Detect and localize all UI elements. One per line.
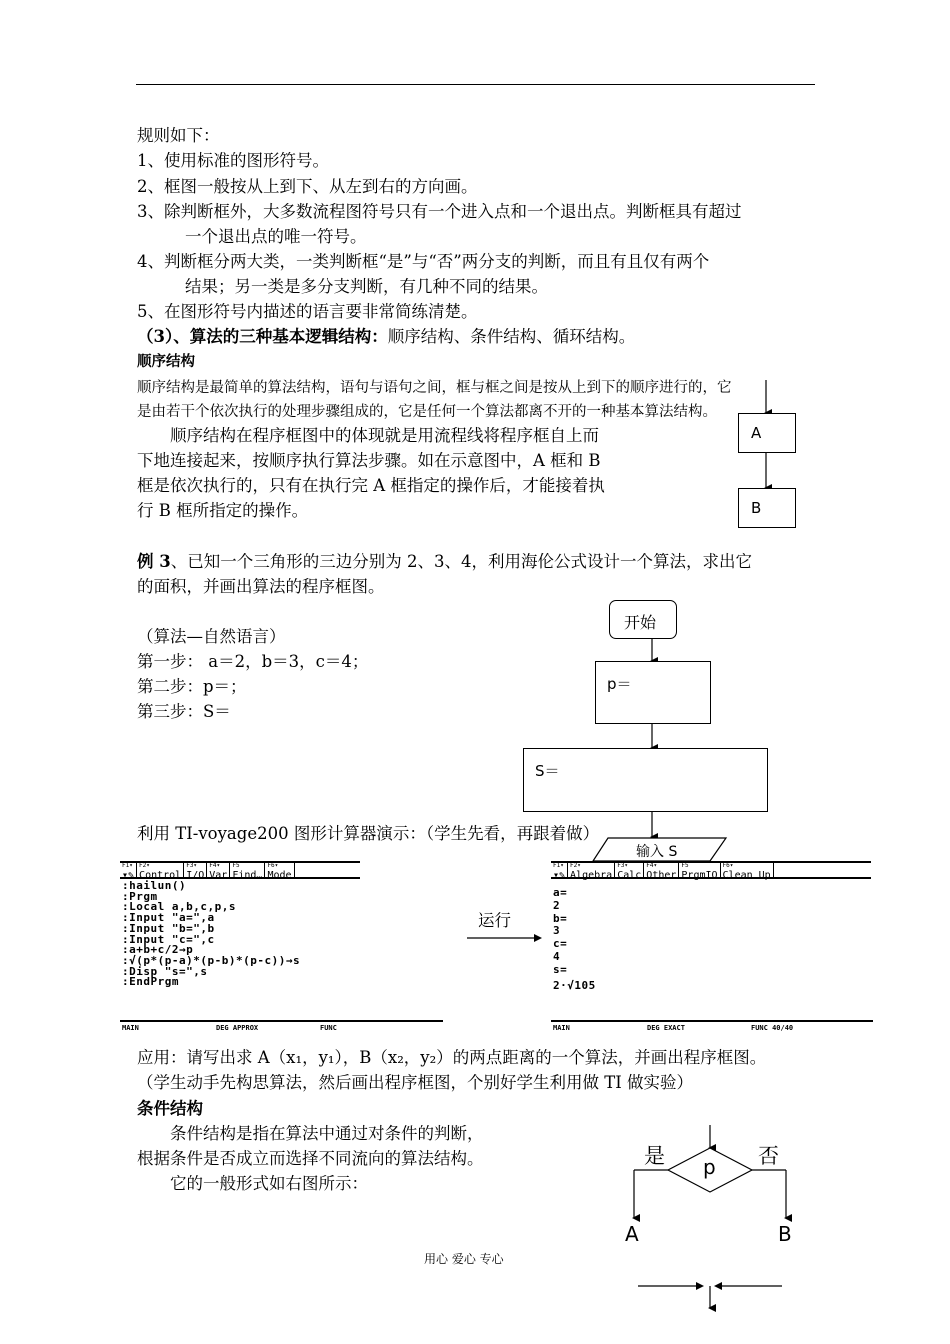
calc-right-tab-calc[interactable]: F3▾ Calc: [615, 863, 644, 877]
rule-3: 3、除判断框外，大多数流程图符号只有一个进入点和一个退出点。判断框具有超过: [137, 202, 742, 221]
calc-right-tab-algebra[interactable]: F2▾ Algebra: [568, 863, 615, 877]
calc-left-tab-var[interactable]: F4▾ Var: [207, 863, 230, 877]
section3-heading: （3）、算法的三种基本逻辑结构：: [137, 327, 388, 346]
cond-yes-label: 是: [644, 1144, 665, 1168]
sequential-para2-line1: 顺序结构在程序框图中的体现就是用流程线将程序框自上而: [170, 426, 599, 445]
output-line: c=: [553, 937, 568, 951]
conditional-line3: 它的一般形式如右图所示：: [170, 1174, 368, 1193]
output-line: 4: [553, 949, 561, 963]
rules-intro: 规则如下：: [137, 126, 220, 145]
output-label: 输入 S: [636, 844, 678, 860]
calc-right-tab-1[interactable]: F1▾ ▾✎: [551, 863, 568, 877]
s-box-label: S＝: [535, 762, 560, 780]
prog-line: :hailun(): [122, 879, 187, 892]
calc-left-tab-find[interactable]: F5 Find…: [230, 863, 265, 877]
calc-left-status-rule: [120, 1020, 443, 1022]
calc-right-output: [553, 887, 596, 992]
application-line1: 应用：请写出求 A（x₁，y₁），B（x₂，y₂）的两点距离的一个算法，并画出程序框图。: [137, 1048, 767, 1067]
sequential-para2-line2: 下地连接起来，按顺序执行算法步骤。如在示意图中，A 框和 B: [137, 451, 601, 470]
prog-line: :a+b+c/2→p: [122, 943, 194, 957]
box-b: [738, 488, 796, 528]
prog-line: :√(p*(p-a)*(p-b)*(p-c))→s: [122, 953, 301, 967]
start-terminal: [609, 600, 677, 639]
sequential-para2-line4: 行 B 框所指定的操作。: [137, 501, 309, 520]
p-box-label: p＝: [607, 675, 632, 693]
calc-left-program: [122, 881, 300, 988]
s-box: [523, 748, 768, 812]
calc-right-tab-prgmio[interactable]: F5 PrgmIO: [679, 863, 720, 877]
cond-p-label: p: [703, 1155, 716, 1179]
calc-right-status-mode: DEG EXACT: [647, 1024, 685, 1032]
natural-language-title: （算法—自然语言）: [137, 627, 286, 646]
example3-text: 、已知一个三角形的三边分别为 2、3、4，利用海伦公式设计一个算法，求出它: [170, 552, 752, 571]
box-a: [738, 413, 796, 453]
calc-left-tab-mode[interactable]: F6▾ Mode: [265, 863, 294, 877]
conditional-line2: 根据条件是否成立而选择不同流向的算法结构。: [137, 1149, 484, 1168]
calc-left-toolbar: [120, 861, 360, 879]
ti-demo-text: 利用 TI-voyage200 图形计算器演示：（学生先看，再跟着做）: [137, 824, 600, 843]
calc-right-toolbar: [551, 861, 871, 879]
calculator-screen-left: [120, 859, 443, 1034]
example3-label: 例 3: [137, 552, 171, 571]
run-label: 运行: [478, 911, 511, 930]
rule-1: 1、使用标准的图形符号。: [137, 151, 329, 170]
output-line: 2·√105: [553, 978, 596, 992]
calc-left-tab-1[interactable]: F1▾ ▾✎: [120, 863, 137, 877]
calc-left-status-func: FUNC: [320, 1024, 337, 1032]
step-1: 第一步： a＝2，b＝3，c＝4；: [137, 652, 369, 671]
prog-line: :Input "c=",c: [122, 932, 215, 946]
conditional-line1: 条件结构是指在算法中通过对条件的判断，: [170, 1124, 484, 1143]
sequential-para1-line1: 顺序结构是最简单的算法结构，语句与语句之间，框与框之间是按从上到下的顺序进行的，它: [137, 380, 732, 396]
prog-line: :Local a,b,c,p,s: [122, 900, 236, 914]
prog-line: :Prgm: [122, 889, 158, 903]
page-footer: 用心 爱心 专心: [424, 1252, 504, 1266]
calc-right-status-rule: [551, 1020, 873, 1022]
calculator-screen-right: [551, 859, 873, 1034]
output-line: 2: [553, 898, 561, 912]
box-b-label: B: [751, 499, 762, 517]
p-box: [595, 661, 711, 724]
sequential-title: 顺序结构: [137, 353, 195, 370]
prog-line: :Input "b=",b: [122, 921, 215, 935]
output-line: a=: [553, 886, 568, 899]
calc-left-status-main: MAIN: [122, 1024, 139, 1032]
calc-right-status-func: FUNC 40/40: [751, 1024, 794, 1032]
conditional-title: 条件结构: [137, 1099, 203, 1118]
cond-branch-a: A: [625, 1222, 639, 1246]
calc-right-status-main: MAIN: [553, 1024, 570, 1032]
step-2: 第二步：p＝；: [137, 677, 247, 696]
calc-left-tab-control[interactable]: F2▾ Control: [137, 863, 184, 877]
calc-left-tab-io[interactable]: F3▾ I/O: [184, 863, 207, 877]
rule-2: 2、框图一般按从上到下、从左到右的方向画。: [137, 177, 478, 196]
cond-no-label: 否: [758, 1144, 779, 1168]
output-line: s=: [553, 962, 568, 976]
output-line: 3: [553, 924, 561, 938]
section3-rest: 顺序结构、条件结构、循环结构。: [387, 327, 636, 346]
sequential-para2-line3: 框是依次执行的，只有在执行完 A 框指定的操作后，才能接着执: [137, 476, 605, 495]
rule-5: 5、在图形符号内描述的语言要非常简练清楚。: [137, 302, 478, 321]
rule-3-cont: 一个退出点的唯一符号。: [185, 227, 367, 246]
step-3: 第三步：S＝: [137, 702, 231, 721]
calc-right-tab-cleanup[interactable]: F6▾ Clean Up: [721, 863, 774, 877]
example3-line2: 的面积，并画出算法的程序框图。: [137, 577, 385, 596]
box-a-label: A: [751, 424, 762, 442]
prog-line: :Disp "s=",s: [122, 964, 208, 978]
calc-right-tab-other[interactable]: F4▾ Other: [644, 863, 679, 877]
application-line2: （学生动手先构思算法，然后画出程序框图，个别好学生利用做 TI 做实验）: [137, 1073, 694, 1092]
calc-left-status-mode: DEG APPROX: [216, 1024, 259, 1032]
start-label: 开始: [624, 613, 657, 632]
prog-line: :Input "a=",a: [122, 911, 215, 925]
rule-4: 4、判断框分两大类，一类判断框“是”与“否”两分支的判断，而且有且仅有两个: [137, 252, 710, 271]
cond-branch-b: B: [778, 1222, 792, 1246]
prog-line: :EndPrgm: [122, 975, 179, 989]
sequential-para1-line2: 是由若干个依次执行的处理步骤组成的，它是任何一个算法都离不开的一种基本算法结构。: [137, 404, 717, 420]
output-line: b=: [553, 911, 568, 925]
rule-4-cont: 结果；另一类是多分支判断，有几种不同的结果。: [185, 277, 548, 296]
